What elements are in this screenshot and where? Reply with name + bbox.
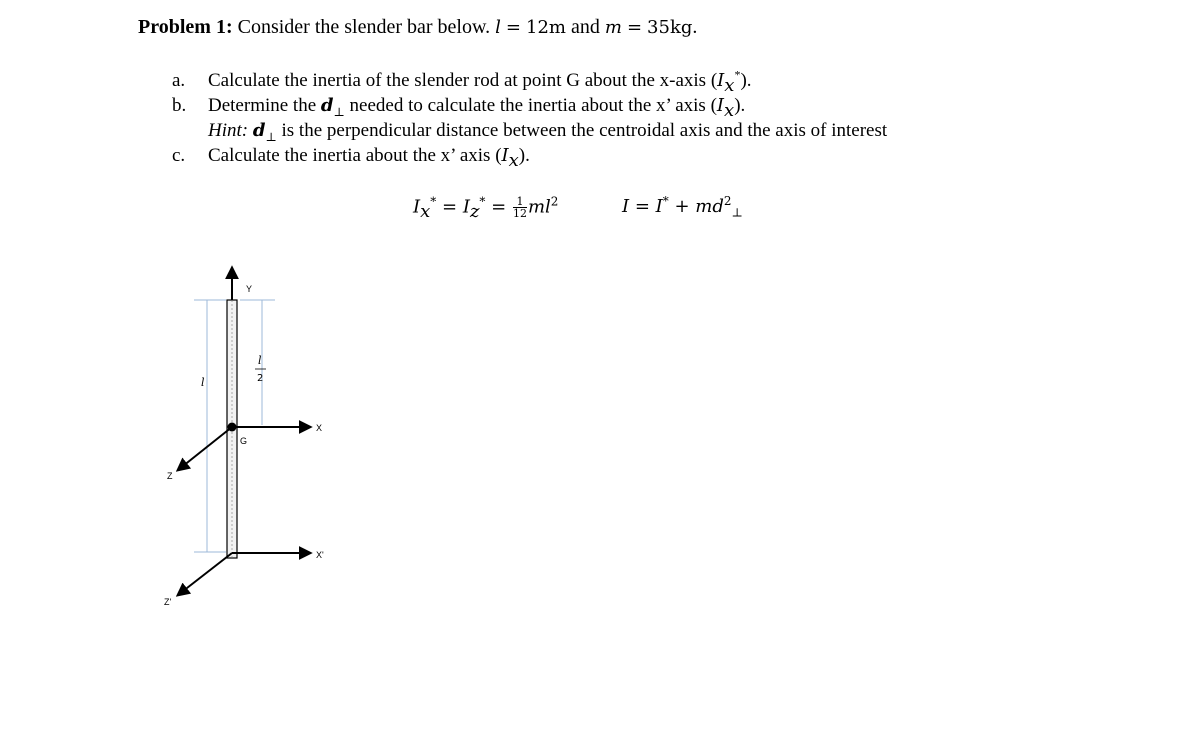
mass-value: 35kg: [647, 17, 693, 38]
hint-line: Hint: $d_\perp$ is the perpendicular distance between the centroidal axis and the axis of interest: [208, 120, 888, 144]
and-word: and: [570, 16, 600, 38]
item-b-text-mid: needed to calculate the inertia about the x’ axis: [349, 95, 706, 116]
fraction-one-twelfth: $\frac{1}{12}$: [512, 195, 527, 220]
half-length-denominator: 2: [257, 373, 264, 384]
item-a-letter: a.: [172, 70, 186, 91]
item-a: Calculate the inertia of the slender rod at point G about the x-axis $(I_x^*)$.: [208, 67, 752, 96]
item-c-text: Calculate the inertia about the x’ axis: [208, 145, 491, 166]
centroid-point: [228, 423, 237, 432]
z-axis-arrow: [178, 427, 232, 470]
z-prime-axis-arrow: [178, 553, 232, 595]
problem-intro: Consider the slender bar below.: [237, 16, 491, 38]
var-l: l: [495, 17, 501, 38]
half-length-numerator: l: [258, 354, 262, 367]
length-l-label: l: [201, 376, 205, 389]
equals-sign: =: [626, 17, 643, 38]
length-value: 12m: [526, 17, 566, 38]
equals-sign: =: [505, 17, 521, 38]
hint-label: Hint:: [208, 120, 249, 141]
parallel-axis-formula: $I = I^* + md^2_\perp$: [622, 194, 743, 220]
item-c-letter: c.: [172, 145, 186, 166]
item-b: Determine the $d_\perp$ needed to calculate the inertia about the x’ axis $(I_x)$.: [208, 95, 746, 121]
x-prime-label: X': [316, 550, 324, 560]
y-axis-label: Y: [246, 284, 253, 294]
formula-lhs: I = I: [622, 196, 663, 217]
g-point-label: G: [240, 436, 248, 446]
item-a-text: Calculate the inertia of the slender rod at point G about the x-axis: [208, 70, 707, 91]
hint-text: is the perpendicular distance between the centroidal axis and the axis of interest: [281, 120, 888, 141]
item-b-letter: b.: [172, 95, 187, 116]
problem-label: Problem 1:: [138, 16, 233, 38]
var-m: m: [604, 17, 622, 38]
ml-term: ml: [527, 196, 551, 218]
inertia-formula-centroid: $I_x^* = I_z^*$ = $\frac{1}{12}$ $ml^2$: [413, 194, 559, 223]
formula-rhs: + md: [674, 196, 724, 217]
item-b-text-pre: Determine the: [208, 95, 317, 116]
period: .: [692, 16, 698, 38]
x-axis-label: X: [316, 423, 323, 433]
item-c: Calculate the inertia about the x’ axis $(I_x)$.: [208, 145, 530, 171]
z-axis-label: Z: [167, 471, 173, 481]
z-prime-label: Z': [164, 597, 172, 607]
